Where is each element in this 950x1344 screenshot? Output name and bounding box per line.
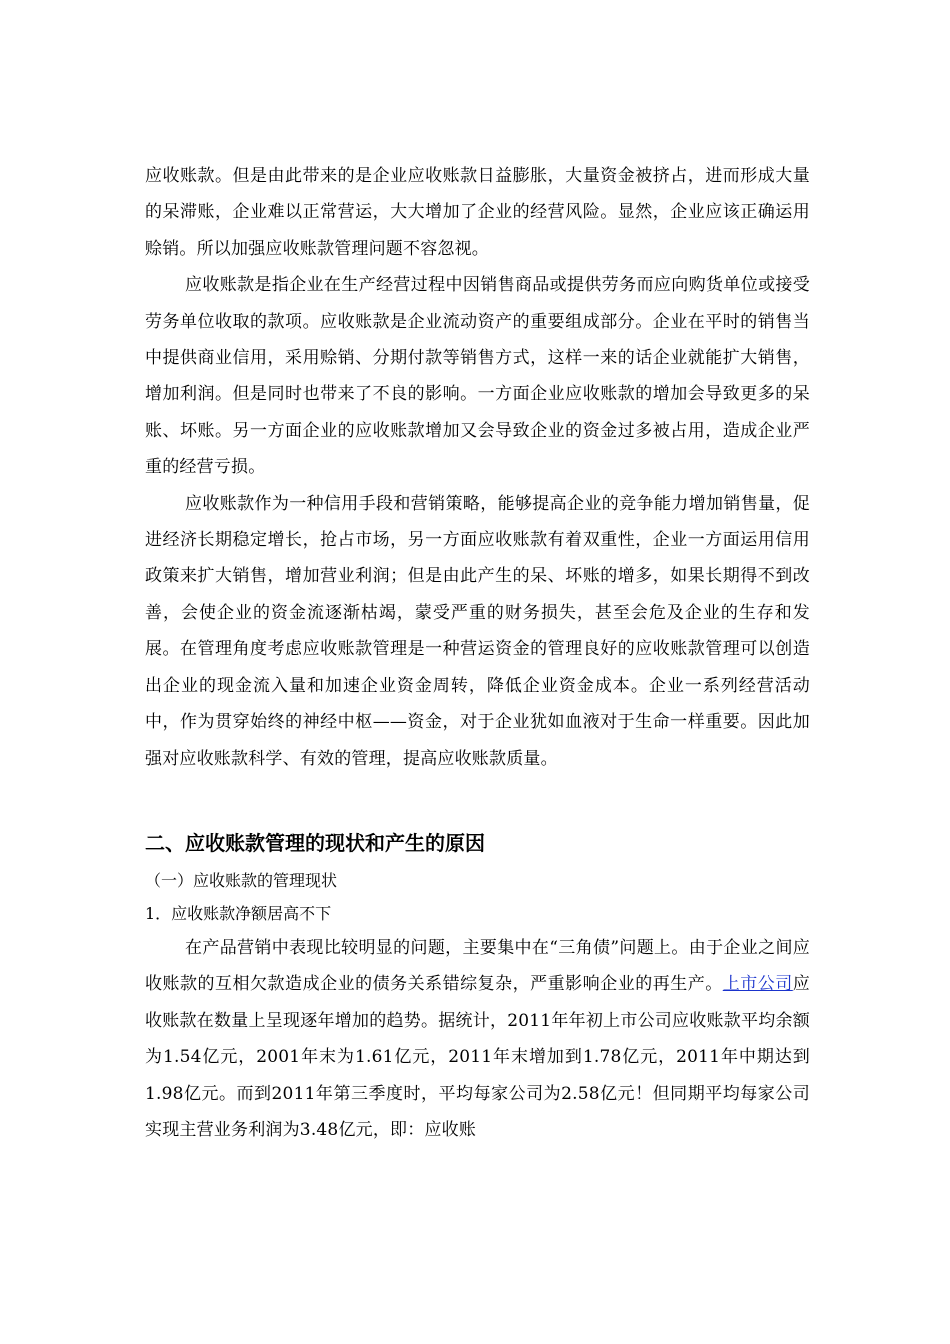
paragraph-text-after-link: 应收账款在数量上呈现逐年增加的趋势。据统计，2011年年初上市公司应收账款平均余额为1.54亿元，2001年末为1.61亿元，2011年末增加到1.78亿元，2011年中期达到1.98亿元。而到2011年第三季度时，平均每家公司为2.58亿元！但同期平均每家公司实现主营业务利润为3.48亿元，即：应收账 [145,974,810,1140]
section-heading: 二、应收账款管理的现状和产生的原因 [145,830,485,855]
numbered-item-heading: 1．应收账款净额居高不下 [145,903,332,923]
paragraph-continuation: 应收账款。但是由此带来的是企业应收账款日益膨胀，大量资金被挤占，进而形成大量的呆滞账，企业难以正常营运，大大增加了企业的经营风险。显然，企业应该正确运用赊销。所以加强应收账款管理问题不容忽视。 [145,166,810,259]
subsection-heading: （一）应收账款的管理现状 [145,870,338,890]
section-spacer [145,777,810,821]
paragraph-strategy: 应收账款作为一种信用手段和营销策略，能够提高企业的竞争能力增加销售量，促进经济长期稳定增长，抢占市场，另一方面应收账款有着双重性，企业一方面运用信用政策来扩大销售，增加营业利润；但是由此产生的呆、坏账的增多，如果长期得不到改善，会使企业的资金流逐渐枯竭，蒙受严重的财务损失，甚至会危及企业的生存和发展。在管理角度考虑应收账款管理是一种营运资金的管理良好的应收账款管理可以创造出企业的现金流入量和加速企业资金周转，降低企业资金成本。企业一系列经营活动中，作为贯穿始终的神经中枢——资金，对于企业犹如血液对于生命一样重要。因此加强对应收账款科学、有效的管理，提高应收账款质量。 [145,493,810,769]
paragraph-text-before-link: 在产品营销中表现比较明显的问题，主要集中在“三角债”问题上。由于企业之间应收账款的互相欠款造成企业的债务关系错综复杂，严重影响企业的再生产。 [145,937,810,995]
document-page [145,158,810,1148]
paragraph-definition: 应收账款是指企业在生产经营过程中因销售商品或提供劳务而应向购货单位或接受劳务单位收取的款项。应收账款是企业流动资产的重要组成部分。企业在平时的销售当中提供商业信用，采用赊销、分期付款等销售方式，这样一来的话企业就能扩大销售，增加利润。但是同时也带来了不良的影响。一方面企业应收账款的增加会导致更多的呆账、坏账。另一方面企业的应收账款增加又会导致企业的资金过多被占用，造成企业严重的经营亏损。 [145,275,810,478]
listed-company-link[interactable]: 上市公司 [722,974,793,995]
paragraph-triangle-debt [145,930,810,1148]
